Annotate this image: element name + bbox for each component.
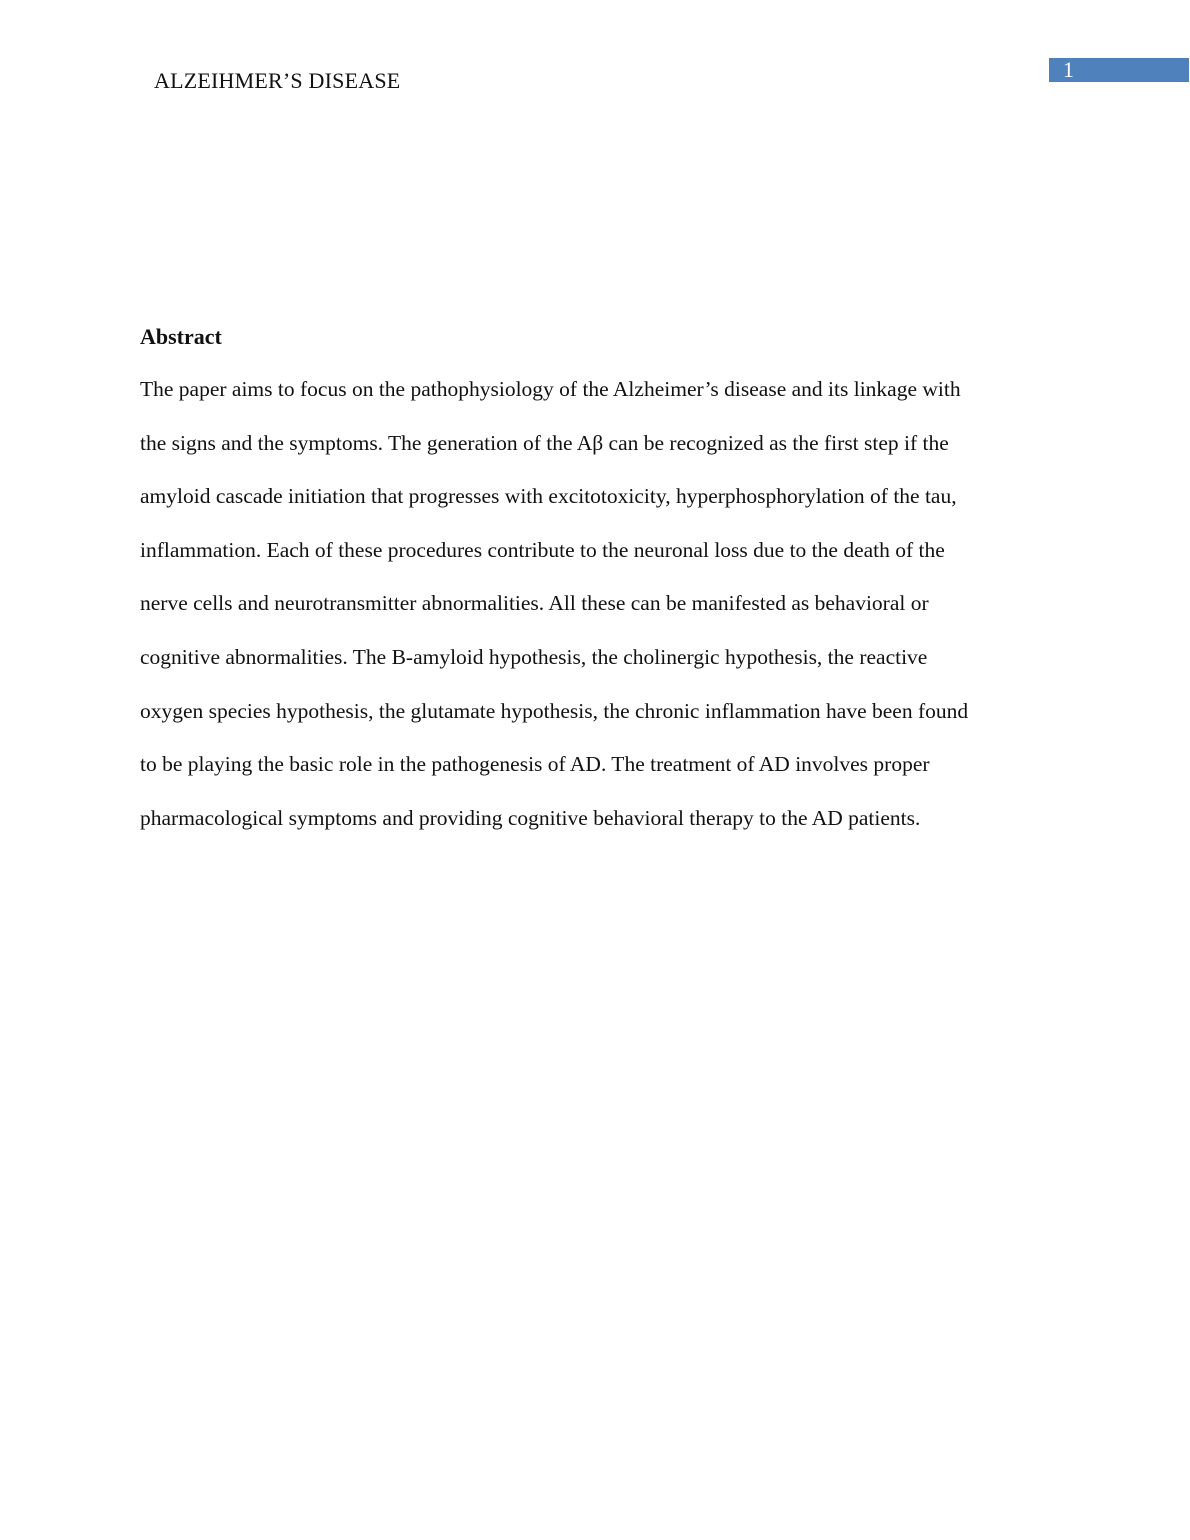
abstract-line: The paper aims to focus on the pathophysiology of the Alzheimer’s disease and its linkage with — [140, 377, 961, 401]
abstract-line: to be playing the basic role in the pathogenesis of AD. The treatment of AD involves proper — [140, 752, 930, 777]
abstract-line: inflammation. Each of these procedures contribute to the neuronal loss due to the death of the — [140, 537, 945, 562]
abstract-body — [140, 363, 1060, 845]
abstract-line: oxygen species hypothesis, the glutamate hypothesis, the chronic inflammation have been found — [140, 698, 969, 723]
page-number-badge — [1049, 58, 1189, 82]
abstract-line: pharmacological symptoms and providing cognitive behavioral therapy to the AD patients. — [140, 805, 921, 830]
abstract-line: the signs and the symptoms. The generation of the Aβ can be recognized as the first step if the — [140, 430, 949, 455]
abstract-heading: Abstract — [140, 324, 222, 349]
abstract-line: cognitive abnormalities. The B-amyloid hypothesis, the cholinergic hypothesis, the reactive — [140, 644, 928, 669]
running-head: ALZEIHMER’S DISEASE — [154, 68, 401, 93]
page-number: 1 — [1063, 57, 1074, 82]
abstract-line: nerve cells and neurotransmitter abnormalities. All these can be manifested as behavioral or — [140, 591, 929, 616]
abstract-line: amyloid cascade initiation that progresses with excitotoxicity, hyperphosphorylation of the tau, — [140, 484, 957, 509]
